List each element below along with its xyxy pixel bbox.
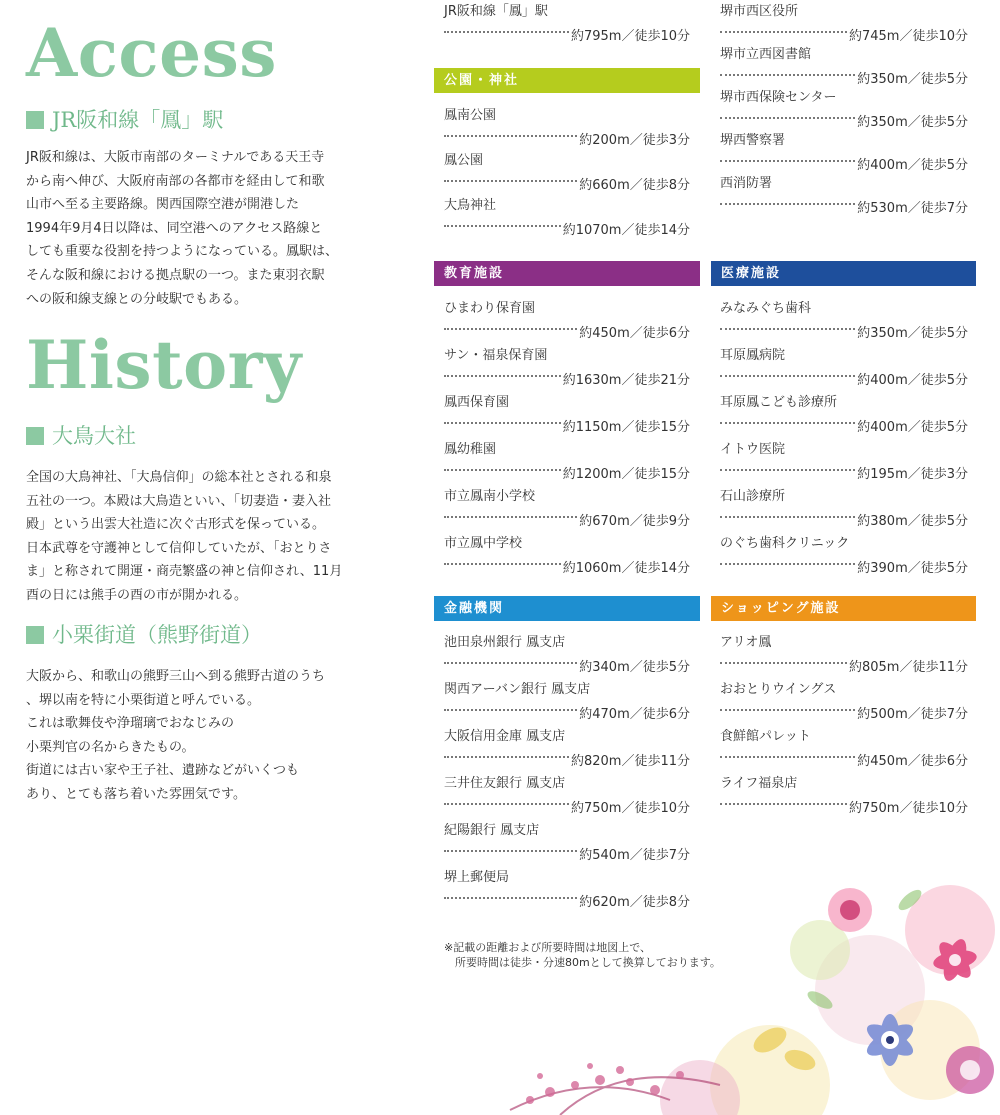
facility-distance: 約390m／徒歩5分: [857, 560, 968, 576]
text-line: 街道には古い家や王子社、遺跡などがいくつも: [26, 763, 300, 779]
text-line: 五社の一つ。本殿は大鳥造といい、「切妻造・妻入社: [26, 493, 331, 509]
facility-distance: 約400m／徒歩5分: [857, 372, 968, 388]
facility-distance: 約200m／徒歩3分: [579, 132, 690, 148]
facility-distance: 約400m／徒歩5分: [857, 419, 968, 435]
leader-dots: [720, 160, 855, 162]
facility-distance: 約380m／徒歩5分: [857, 513, 968, 529]
leader-dots: [720, 709, 855, 711]
access-description: [26, 146, 366, 311]
history-subtitle-text: 小栗街道（熊野街道）: [52, 623, 262, 647]
facility-entry: [720, 634, 968, 676]
text-line: しても重要な役割を持つようになっている。鳳駅は、: [26, 244, 339, 260]
distance-row: [444, 172, 690, 194]
station-name: JR阪和線「鳳」駅: [444, 4, 548, 19]
distance-row: [720, 701, 968, 723]
facility-distance: 約530m／徒歩7分: [857, 200, 968, 216]
leader-dots: [444, 803, 569, 805]
facility-entry: [444, 152, 690, 194]
leader-dots: [720, 74, 855, 76]
facility-distance: 約500m／徒歩7分: [857, 706, 968, 722]
facility-name: 大阪信用金庫 鳳支店: [444, 729, 566, 744]
history-title: History: [26, 326, 302, 404]
leader-dots: [444, 180, 577, 182]
facility-entry: [444, 681, 690, 723]
text-line: 所要時間は徒歩・分速80mとして換算しております。: [444, 956, 721, 969]
facility-name: 大鳥神社: [444, 198, 497, 213]
leader-dots: [444, 422, 561, 424]
leader-dots: [720, 117, 855, 119]
leader-dots: [444, 756, 569, 758]
square-bullet-icon: [26, 111, 44, 129]
facility-distance: 約1200m／徒歩15分: [562, 466, 690, 482]
facility-distance: 約470m／徒歩6分: [579, 706, 690, 722]
distance-row: [444, 320, 690, 342]
facility-distance: 約450m／徒歩6分: [579, 325, 690, 341]
facility-entry: [444, 441, 690, 483]
distance-row: [720, 748, 968, 770]
facility-entry: [444, 728, 690, 770]
leader-dots: [720, 328, 855, 330]
facility-distance: 約660m／徒歩8分: [579, 177, 690, 193]
category-header-medical: 医療施設: [711, 261, 976, 286]
facility-name: 鳳幼稚園: [444, 442, 497, 457]
facility-entry: [720, 3, 968, 45]
text-line: 小栗判官の名からきたもの。: [26, 739, 195, 755]
station-distance: 約795m／徒歩10分: [570, 28, 690, 44]
facility-entry: [720, 175, 968, 217]
text-line: 1994年9月4日以降は、同空港へのアクセス路線と: [26, 220, 323, 236]
facility-entry: [720, 300, 968, 342]
leader-dots: [444, 31, 569, 33]
facility-name: 池田泉州銀行 鳳支店: [444, 635, 566, 650]
facility-entry: [720, 728, 968, 770]
leader-dots: [720, 469, 855, 471]
distance-row: [444, 795, 690, 817]
distance-row: [444, 217, 690, 239]
leader-dots: [720, 375, 855, 377]
facility-distance: 約450m／徒歩6分: [857, 753, 968, 769]
distance-row: [720, 654, 968, 676]
distance-row: [720, 23, 968, 45]
leader-dots: [444, 563, 561, 565]
distance-row: [444, 367, 690, 389]
facility-name: 堺市西保険センター: [720, 90, 837, 105]
facility-entry: [444, 535, 690, 577]
facility-entry: [720, 89, 968, 131]
text-line: 、堺以南を特に小栗街道と呼んでいる。: [26, 692, 261, 708]
distance-row: [444, 127, 690, 149]
square-bullet-icon: [26, 626, 44, 644]
facility-entry: [444, 775, 690, 817]
facility-name: 堺市立西図書館: [720, 47, 812, 62]
leader-dots: [720, 563, 855, 565]
facility-distance: 約1150m／徒歩15分: [562, 419, 690, 435]
leader-dots: [444, 328, 577, 330]
distance-row: [720, 109, 968, 131]
facility-distance: 約750m／徒歩10分: [848, 800, 968, 816]
facility-name: 市立鳳中学校: [444, 536, 523, 551]
facility-distance: 約350m／徒歩5分: [857, 114, 968, 130]
flower-decoration-icon: [470, 870, 1000, 1115]
facility-distance: 約1070m／徒歩14分: [562, 222, 690, 238]
distance-row: [444, 701, 690, 723]
facility-name: ライフ福泉店: [720, 776, 798, 791]
text-line: 大阪から、和歌山の熊野三山へ到る熊野古道のうち: [26, 669, 326, 684]
distance-row: [444, 414, 690, 436]
facility-name: おおとりウイングス: [720, 682, 837, 697]
facility-entry: [720, 132, 968, 174]
facility-entry: [720, 775, 968, 817]
distance-row: [444, 508, 690, 530]
facility-entry: [444, 488, 690, 530]
facility-name: サン・福泉保育園: [444, 348, 548, 363]
category-header-park: 公園・神社: [434, 68, 700, 93]
square-bullet-icon: [26, 427, 44, 445]
facility-distance: 約670m／徒歩9分: [579, 513, 690, 529]
facility-name: 西消防署: [720, 176, 773, 191]
facility-distance: 約350m／徒歩5分: [857, 325, 968, 341]
distance-row: [720, 66, 968, 88]
distance-row: [720, 152, 968, 174]
leader-dots: [444, 225, 561, 227]
leader-dots: [720, 203, 855, 205]
leader-dots: [720, 31, 847, 33]
text-line: 全国の大鳥神社、「大鳥信仰」の総本社とされる和泉: [26, 470, 332, 485]
otori-description: [26, 466, 366, 608]
text-line: ※記載の距離および所要時間は地図上で、: [444, 941, 651, 954]
facility-name: 食鮮館パレット: [720, 729, 811, 744]
leader-dots: [720, 662, 847, 664]
history-subtitle-otori: [26, 423, 136, 449]
facility-name: 堺上郵便局: [444, 870, 510, 885]
facility-name: 堺市西区役所: [720, 4, 799, 19]
facility-entry: [720, 347, 968, 389]
access-title: Access: [26, 14, 277, 92]
facility-name: アリオ鳳: [720, 635, 772, 650]
facility-distance: 約805m／徒歩11分: [848, 659, 968, 675]
text-line: あり、とても落ち着いた雰囲気です。: [26, 786, 246, 802]
facility-name: イトウ医院: [720, 442, 786, 457]
facility-entry: [444, 822, 690, 864]
leader-dots: [444, 516, 577, 518]
text-line: 日本武尊を守護神として信仰していたが、「おとりさ: [26, 540, 332, 556]
facility-name: 鳳公園: [444, 153, 484, 168]
leader-dots: [720, 803, 847, 805]
distance-row: [720, 195, 968, 217]
text-line: 山市へ至る主要路線。関西国際空港が開港した: [26, 197, 300, 213]
facility-distance: 約350m／徒歩5分: [857, 71, 968, 87]
facility-distance: 約620m／徒歩8分: [579, 894, 690, 910]
distance-row: [720, 461, 968, 483]
distance-row: [444, 654, 690, 676]
facility-entry: [720, 441, 968, 483]
facility-name: 三井住友銀行 鳳支店: [444, 776, 566, 791]
facility-distance: 約195m／徒歩3分: [857, 466, 968, 482]
distance-row: [444, 555, 690, 577]
text-line: 酉の日には熊手の酉の市が開かれる。: [26, 587, 248, 603]
facility-distance: 約1630m／徒歩21分: [562, 372, 690, 388]
facility-name: のぐち歯科クリニック: [720, 536, 850, 551]
distance-row: [444, 748, 690, 770]
leader-dots: [444, 709, 577, 711]
facility-entry: [720, 394, 968, 436]
distance-row: [444, 842, 690, 864]
facility-entry: [444, 197, 690, 239]
facility-distance: 約750m／徒歩10分: [570, 800, 690, 816]
facility-distance: 約820m／徒歩11分: [570, 753, 690, 769]
facility-distance: 約540m／徒歩7分: [579, 847, 690, 863]
facility-name: 耳原鳳病院: [720, 348, 786, 363]
facility-name: 鳳南公園: [444, 108, 497, 123]
leader-dots: [444, 850, 577, 852]
facility-entry: [444, 107, 690, 149]
facility-distance: 約1060m／徒歩14分: [562, 560, 690, 576]
history-subtitle-oguri: [26, 622, 262, 648]
facility-distance: 約400m／徒歩5分: [857, 157, 968, 173]
facility-entry: [720, 681, 968, 723]
facility-name: 堺西警察署: [720, 133, 786, 148]
leader-dots: [444, 469, 561, 471]
distance-row: [720, 320, 968, 342]
leader-dots: [720, 756, 855, 758]
distance-row: [720, 795, 968, 817]
facility-name: みなみぐち歯科: [720, 301, 812, 316]
facility-name: 紀陽銀行 鳳支店: [444, 823, 540, 838]
history-subtitle-text: 大鳥大社: [52, 424, 136, 448]
distance-row: [720, 508, 968, 530]
facility-name: 石山診療所: [720, 489, 786, 504]
category-header-education: 教育施設: [434, 261, 700, 286]
text-line: への阪和線支線との分岐駅でもある。: [26, 291, 248, 307]
facility-name: 市立鳳南小学校: [444, 489, 536, 504]
facility-entry: [720, 488, 968, 530]
leader-dots: [444, 662, 577, 664]
text-line: ま」と称されて開運・商売繁盛の神と信仰され、11月: [26, 564, 343, 580]
facility-name: 耳原鳳こども診療所: [720, 395, 838, 410]
distance-row: [720, 555, 968, 577]
distance-row: [720, 414, 968, 436]
text-line: そんな阪和線における拠点駅の一つ。また東羽衣駅: [26, 267, 325, 283]
text-line: JR阪和線は、大阪市南部のターミナルである天王寺: [26, 150, 325, 165]
access-subtitle-text: JR阪和線「鳳」駅: [52, 108, 224, 132]
distance-row: [444, 23, 690, 45]
facility-distance: 約745m／徒歩10分: [848, 28, 968, 44]
text-line: から南へ伸び、大阪府南部の各都市を経由して和歌: [26, 173, 325, 189]
station-entry: [444, 3, 690, 45]
facility-name: 鳳西保育園: [444, 395, 510, 410]
leader-dots: [720, 422, 855, 424]
access-subtitle: [26, 107, 223, 133]
facility-entry: [720, 535, 968, 577]
facility-entry: [444, 634, 690, 676]
facility-entry: [444, 300, 690, 342]
facility-entry: [444, 347, 690, 389]
facility-entry: [720, 46, 968, 88]
distance-row: [444, 461, 690, 483]
facility-name: ひまわり保育園: [444, 301, 536, 316]
leader-dots: [444, 135, 577, 137]
distance-row: [720, 367, 968, 389]
facility-entry: [444, 394, 690, 436]
category-header-finance: 金融機関: [434, 596, 700, 621]
category-header-shopping: ショッピング施設: [711, 596, 976, 621]
oguri-description: [26, 665, 366, 807]
facility-distance: 約340m／徒歩5分: [579, 659, 690, 675]
text-line: これは歌舞伎や浄瑠璃でおなじみの: [26, 716, 235, 732]
leader-dots: [444, 375, 561, 377]
leader-dots: [720, 516, 855, 518]
facility-name: 関西アーバン銀行 鳳支店: [444, 682, 591, 697]
text-line: 殿」という出雲大社造に次ぐ古形式を保っている。: [26, 517, 326, 533]
